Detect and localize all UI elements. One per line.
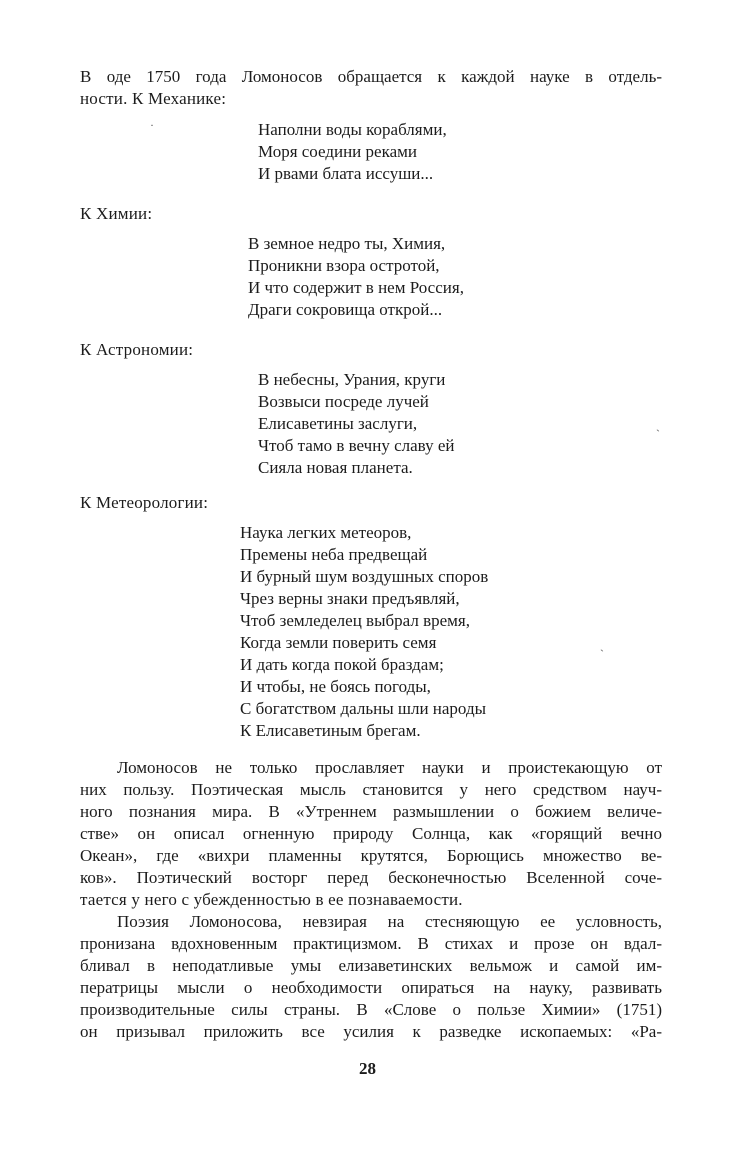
verse-line: Возвыси посреде лучей — [258, 392, 429, 411]
chemistry-verse — [248, 233, 464, 321]
verse-line: И бурный шум воздушных споров — [240, 567, 489, 586]
page-number: 28 — [359, 1059, 376, 1078]
chemistry-heading: К Химии: — [80, 204, 153, 223]
verse-line: С богатством дальны шли народы — [240, 699, 487, 718]
meteorology-verse — [240, 522, 488, 742]
verse-line: И чтобы, не боясь погоды, — [240, 677, 431, 696]
scan-speck-mark: · — [150, 118, 154, 132]
paragraph-2-line: пронизана вдохновенным практицизмом. В стихах и прозе он вдал- — [80, 934, 662, 953]
verse-line: Наука легких метеоров, — [240, 523, 412, 542]
verse-line: Наполни воды кораблями, — [258, 120, 447, 139]
intro-line-1: В оде 1750 года Ломоносов обращается к каждой науке в отдель- — [80, 67, 662, 86]
verse-line: В земное недро ты, Химия, — [248, 234, 446, 253]
paragraph-1-line: ного познания мира. В «Утреннем размышлении о божием величе- — [80, 802, 662, 821]
verse-line: В небесны, Урания, круги — [258, 370, 446, 389]
verse-line: Моря соедини реками — [258, 142, 417, 161]
paragraph-1-line: них пользу. Поэтическая мысль становится у него средством науч- — [80, 780, 662, 799]
verse-line: Елисаветины заслуги, — [258, 414, 418, 433]
verse-line: И дать когда покой браздам; — [240, 655, 444, 674]
paragraph-1-line: тается у него с убежденностью в ее познаваемости. — [80, 890, 463, 909]
astronomy-verse — [258, 369, 454, 479]
meteorology-heading: К Метеорологии: — [80, 493, 209, 512]
verse-line: Чрез верны знаки предъявляй, — [240, 589, 460, 608]
mechanics-verse — [258, 119, 447, 185]
verse-line: Когда земли поверить семя — [240, 633, 437, 652]
verse-line: Премены неба предвещай — [240, 545, 428, 564]
paragraph-2-line: производительные силы страны. В «Слове о пользе Химии» (1751) — [80, 1000, 662, 1019]
paragraph-2-line: Поэзия Ломоносова, невзирая на стесняющую ее условность, — [117, 912, 662, 931]
paragraph-1-line: Океан», где «вихри пламенны крутятся, Борющись множество ве- — [80, 846, 662, 865]
astronomy-heading: К Астрономии: — [80, 340, 194, 359]
paragraph-1-line: ков». Поэтический восторг перед бесконечностью Вселенной соче- — [80, 868, 662, 887]
verse-line: Чтоб земледелец выбрал время, — [240, 611, 470, 630]
scan-speck-mark: ˏ — [656, 418, 660, 432]
paragraph-2-line: ператрицы мысли о необходимости опираться на науку, развивать — [80, 978, 662, 997]
verse-line: К Елисаветиным брегам. — [240, 721, 421, 740]
verse-line: Драги сокровища открой... — [248, 300, 443, 319]
paragraph-2-line: бливал в неподатливые умы елизаветинских вельмож и самой им- — [80, 956, 662, 975]
paragraph-1-line: Ломоносов не только прославляет науки и проистекающую от — [117, 758, 662, 777]
intro-line-2: ности. К Механике: — [80, 89, 227, 108]
verse-line: Сияла новая планета. — [258, 458, 413, 477]
paragraph-2-line: он призывал приложить все усилия к разведке ископаемых: «Ра- — [80, 1022, 662, 1041]
verse-line: Проникни взора остротой, — [248, 256, 440, 275]
verse-line: И что содержит в нем Россия, — [248, 278, 464, 297]
verse-line: Чтоб тамо в вечну славу ей — [258, 436, 455, 455]
scan-speck-mark: ˏ — [600, 638, 604, 652]
paragraph-1-line: стве» он описал огненную природу Солнца, как «горящий вечно — [80, 824, 662, 843]
verse-line: И рвами блата иссуши... — [258, 164, 434, 183]
